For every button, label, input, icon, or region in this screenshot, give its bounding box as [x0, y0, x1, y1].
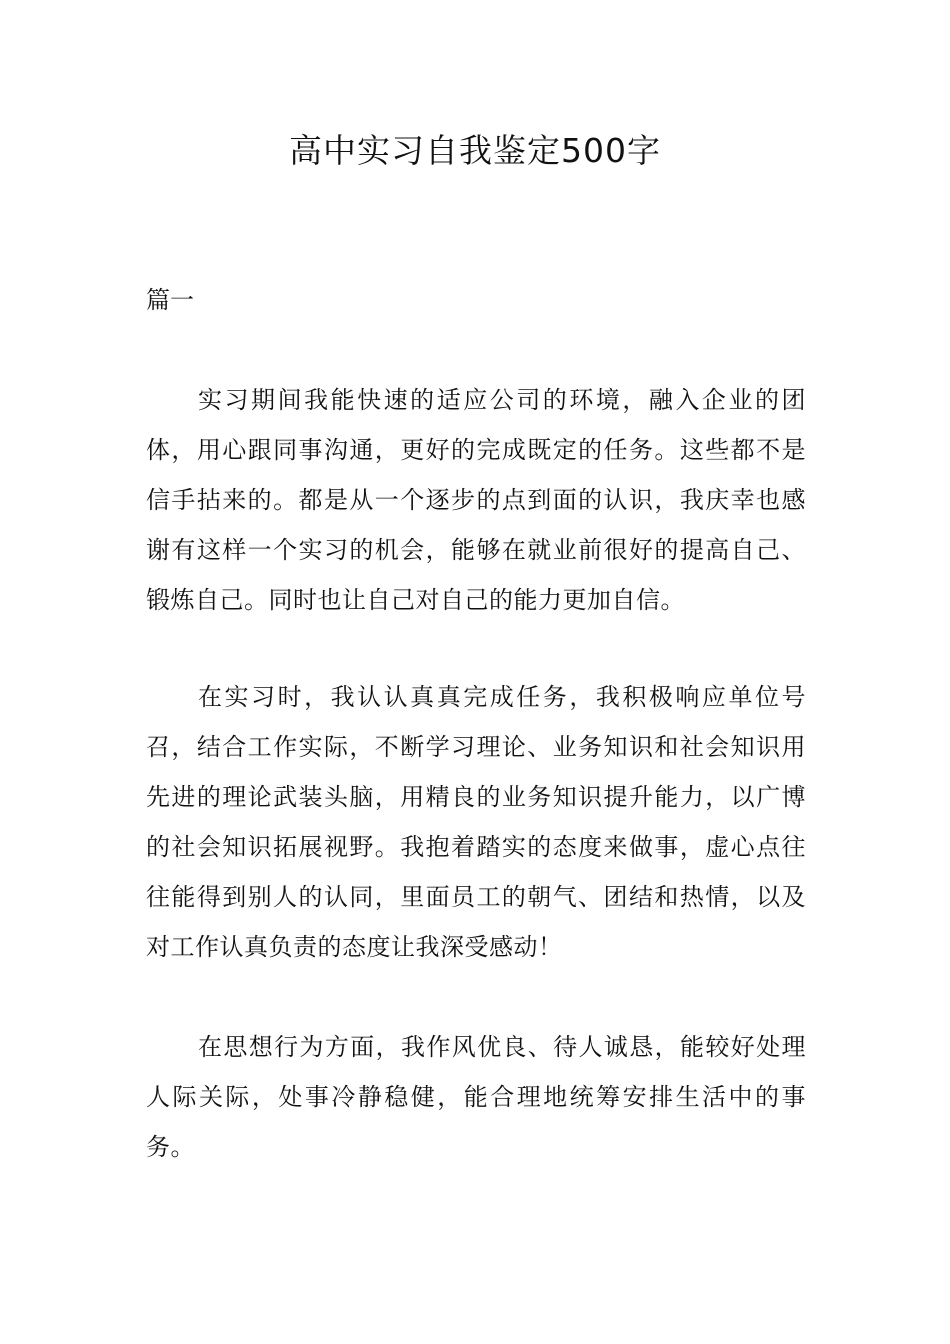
paragraph-3: 在思想行为方面，我作风优良、待人诚恳，能较好处理人际关际，处事冷静稳健，能合理地统筹安排生活中的事务。 [146, 1033, 806, 1161]
section-label: 篇一 [146, 286, 194, 314]
document-title: 高中实习自我鉴定500字 [289, 131, 661, 170]
paragraph-1: 实习期间我能快速的适应公司的环境，融入企业的团体，用心跟同事沟通，更好的完成既定的任务。这些都不是信手拈来的。都是从一个逐步的点到面的认识，我庆幸也感谢有这样一个实习的机会，能够在就业前很好的提高自己、锻炼自己。同时也让自己对自己的能力更加自信。 [146, 386, 806, 614]
paragraph-2: 在实习时，我认认真真完成任务，我积极响应单位号召，结合工作实际，不断学习理论、业务知识和社会知识用先进的理论武装头脑，用精良的业务知识提升能力，以广博的社会知识拓展视野。我抱着踏实的态度来做事，虚心点往往能得到别人的认同，里面员工的朝气、团结和热情，以及对工作认真负责的态度让我深受感动！ [146, 683, 806, 961]
